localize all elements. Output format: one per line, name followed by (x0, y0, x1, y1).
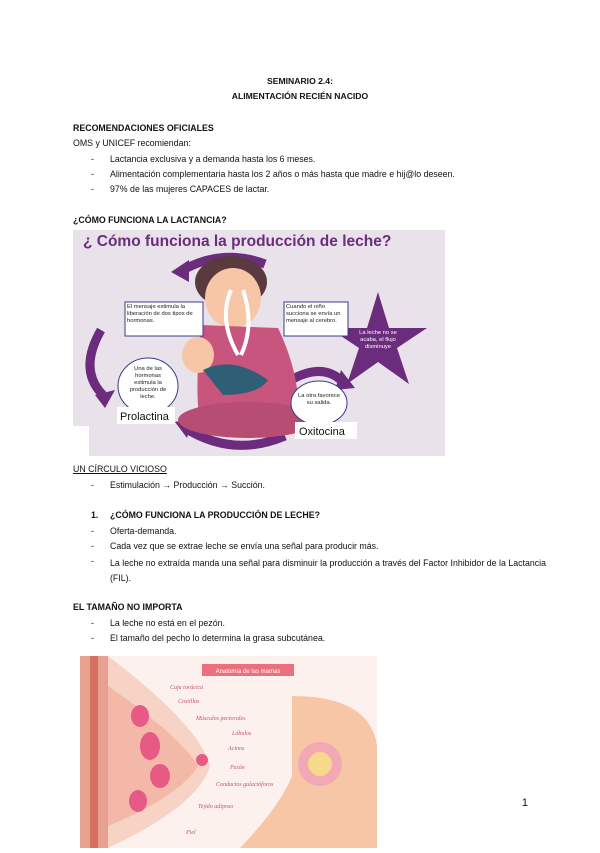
section-heading-recomendaciones: RECOMENDACIONES OFICIALES (73, 123, 214, 133)
star-text: La leche no se acaba, el flujo disminuye (359, 330, 397, 350)
box-right-text: Cuando el niño succiona se envía un mensaje al cerebro. (286, 304, 341, 324)
box-left-text: El mensaje estimula la liberación de dos tipos de hormonas. (127, 304, 193, 324)
circle-right-text: La otra favorece su salida. (298, 393, 340, 406)
document-subtitle: ALIMENTACIÓN RECIÉN NACIDO (231, 91, 369, 101)
section-heading-tamano: EL TAMAÑO NO IMPORTA (73, 602, 183, 612)
document-title: SEMINARIO 2.4: (267, 76, 333, 86)
label-piel: Piel (186, 830, 196, 836)
label-oxitocina: Oxitocina (299, 426, 345, 438)
section-number: 1. (91, 510, 99, 520)
label-tejido: Tejido adiposo (198, 804, 234, 810)
section-heading-circulo: UN CÍRCULO VICIOSO (73, 464, 167, 474)
label-acinos: Acinos (228, 746, 245, 752)
label-musculos: Músculos pectorales (196, 716, 246, 722)
intro-text: OMS y UNICEF recomiendan: (73, 138, 191, 148)
label-pezon: Pezón (230, 765, 245, 771)
breast-anatomy-figure (80, 656, 377, 848)
circle-left-text: Una de las hormonas estimula la producción de leche. (129, 366, 167, 400)
section-heading-lactancia: ¿CÓMO FUNCIONA LA LACTANCIA? (73, 215, 227, 225)
label-lobulos: Lóbulos (232, 731, 252, 737)
label-costillas: Costillas (178, 699, 200, 705)
page-number: 1 (521, 797, 528, 809)
label-caja-toracica: Caja torácica (170, 685, 204, 691)
figure-title: ¿ Cómo funciona la producción de leche? (83, 233, 392, 250)
milk-production-figure (73, 230, 445, 456)
mother-head (205, 268, 261, 328)
label-conductos: Conductos galactóforos (216, 782, 274, 788)
section-heading-produccion: ¿CÓMO FUNCIONA LA PRODUCCIÓN DE LECHE? (110, 510, 320, 520)
label-prolactina: Prolactina (120, 411, 169, 423)
anatomy-title: Anatomía de las mamas (215, 669, 281, 675)
